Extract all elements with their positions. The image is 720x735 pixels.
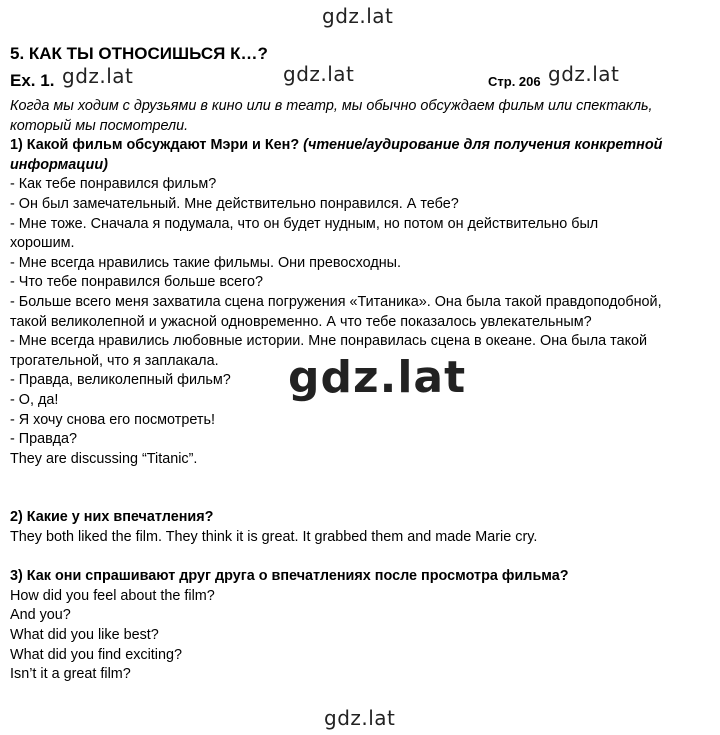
dialogue-line: такой великолепной и ужасной одновременно. А что тебе показалось увлекательным? — [10, 313, 592, 330]
answer-3-line: Isn’t it a great film? — [10, 666, 131, 683]
dialogue-line: - Правда, великолепный фильм? — [10, 372, 231, 389]
watermark-row-left: gdz.lat — [62, 64, 134, 88]
watermark-row-middle: gdz.lat — [283, 62, 355, 86]
exercise-label: Ex. 1. — [10, 71, 55, 90]
answer-1: They are discussing “Titanic”. — [10, 450, 198, 467]
page-number: Стр. 206 — [488, 74, 541, 89]
watermark-bottom: gdz.lat — [324, 706, 396, 730]
answer-3-line: What did you like best? — [10, 627, 159, 644]
dialogue-line: - Я хочу снова его посмотреть! — [10, 411, 215, 428]
question-1-text: 1) Какой фильм обсуждают Мэри и Кен? — [10, 137, 300, 154]
answer-3-line: What did you find exciting? — [10, 646, 182, 663]
dialogue-line: - Больше всего меня захватила сцена погружения «Титаника». Она была такой правдоподобной, — [10, 293, 662, 310]
watermark-top: gdz.lat — [322, 4, 394, 28]
watermark-center: gdz.lat — [288, 352, 467, 403]
dialogue-line: - Что тебе понравился больше всего? — [10, 274, 263, 291]
question-1-note: (чтение/аудирование для получения конкретной — [299, 137, 663, 154]
answer-3-line: How did you feel about the film? — [10, 587, 215, 604]
intro-line: Когда мы ходим с друзьями в кино или в театр, мы обычно обсуждаем фильм или спектакль, — [10, 98, 653, 114]
question-3-heading: 3) Как они спрашивают друг друга о впечатлениях после просмотра фильма? — [10, 568, 569, 585]
dialogue-line: - О, да! — [10, 391, 59, 408]
question-2-heading: 2) Какие у них впечатления? — [10, 509, 214, 526]
dialogue-line: - Мне всегда нравились такие фильмы. Они превосходны. — [10, 254, 402, 271]
watermark-row-right: gdz.lat — [548, 62, 620, 86]
dialogue-line: - Мне всегда нравились любовные истории. Мне понравилась сцена в океане. Она была такой — [10, 333, 648, 350]
answer-2: They both liked the film. They think it is great. It grabbed them and made Marie cry. — [10, 529, 538, 546]
answer-3-line: And you? — [10, 607, 71, 624]
dialogue-line: - Мне тоже. Сначала я подумала, что он будет нудным, но потом он действительно был — [10, 215, 599, 232]
dialogue-line: - Правда? — [10, 431, 78, 448]
question-1-note-cont: информации) — [10, 156, 108, 173]
dialogue-line: хорошим. — [10, 235, 75, 252]
dialogue-line: - Как тебе понравился фильм? — [10, 176, 217, 193]
dialogue-line: трогательной, что я заплакала. — [10, 352, 219, 369]
document-body — [10, 97, 710, 685]
section-title: 5. КАК ТЫ ОТНОСИШЬСЯ К…? — [10, 44, 268, 63]
dialogue-line: - Он был замечательный. Мне действительно понравился. А тебе? — [10, 195, 459, 212]
intro-line: который мы посмотрели. — [10, 117, 189, 134]
question-1-heading — [10, 136, 710, 156]
